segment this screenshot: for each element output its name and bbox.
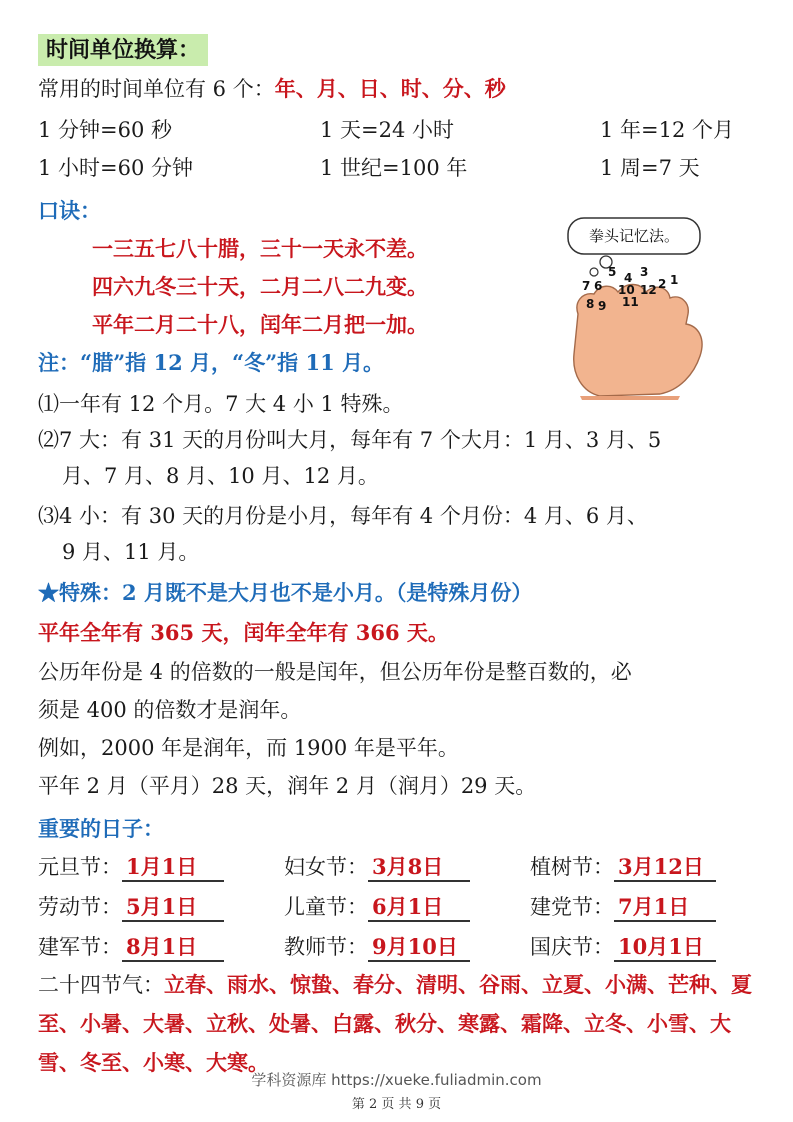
wrist-shape — [580, 396, 680, 400]
poem-line-1: 一三五七八十腊，三十一天永不差。 — [92, 236, 428, 261]
holiday-name: 儿童节： — [284, 895, 368, 919]
conversion-year: 1 年=12 个月 — [600, 118, 735, 142]
holiday-name: 妇女节： — [284, 855, 368, 879]
page-number: 第 2 页 共 9 页 — [351, 1097, 442, 1112]
holiday-name: 建党节： — [530, 895, 614, 919]
leap-days-line: 平年全年有 365 天，闰年全年有 366 天。 — [38, 620, 449, 645]
knuckle-number: 4 — [624, 271, 633, 285]
note-line: 注：“腊”指 12 月，“冬”指 11 月。 — [38, 350, 385, 375]
knuckle-number: 11 — [622, 295, 639, 309]
poem-line-2: 四六九冬三十天，二月二八二九变。 — [92, 274, 428, 299]
koujue-label: 口诀： — [38, 198, 101, 223]
knuckle-number: 6 — [594, 279, 603, 293]
units-prefix: 常用的时间单位有 6 个： — [38, 77, 275, 101]
solar-terms-label: 二十四节气： — [38, 973, 164, 997]
point-3-cont: 9 月、11 月。 — [62, 540, 200, 564]
holiday-item — [530, 894, 716, 922]
holiday-name: 教师节： — [284, 935, 368, 959]
units-list: 年、月、日、时、分、秒 — [274, 76, 506, 101]
footer-watermark: 学科资源库 https://xueke.fuliadmin.com — [251, 1071, 542, 1089]
leap-rule-1: 公历年份是 4 的倍数的一般是闰年，但公历年份是整百数的，必 — [38, 660, 632, 684]
holiday-date: 3月12日 — [614, 854, 716, 882]
holiday-item — [530, 934, 716, 962]
feb-line: 平年 2 月（平月）28 天，润年 2 月（润月）29 天。 — [38, 774, 537, 798]
fist-caption: 拳头记忆法。 — [588, 227, 680, 245]
bubble-dot — [590, 268, 598, 276]
holiday-name: 劳动节： — [38, 895, 122, 919]
holiday-name: 建军节： — [38, 935, 122, 959]
holiday-date: 10月1日 — [614, 934, 716, 962]
holiday-date: 6月1日 — [368, 894, 470, 922]
holiday-item — [38, 934, 224, 962]
knuckle-number: 3 — [640, 265, 649, 279]
important-days-label: 重要的日子： — [38, 816, 164, 841]
knuckle-number: 9 — [598, 299, 607, 313]
point-2: ⑵7 大：有 31 天的月份叫大月，每年有 7 个大月：1 月、3 月、5 — [38, 428, 662, 452]
special-line: ★特殊：2 月既不是大月也不是小月。（是特殊月份） — [38, 580, 533, 605]
holiday-item — [284, 854, 470, 882]
solar-terms-list: 立春、雨水、惊蛰、春分、清明、谷雨、立夏、小满、芒种、夏至、小暑、大暑、立秋、处暑、白露、秋分、寒露、霜降、立冬、小雪、大雪、冬至、小寒、大寒。 — [38, 972, 752, 1075]
knuckle-number: 8 — [586, 297, 595, 311]
conversion-day: 1 天=24 小时 — [320, 118, 455, 142]
holiday-date: 1月1日 — [122, 854, 224, 882]
conversion-minute: 1 分钟=60 秒 — [38, 118, 173, 142]
holiday-name: 国庆节： — [530, 935, 614, 959]
holiday-item — [284, 894, 470, 922]
units-line — [38, 76, 506, 102]
section-title: 时间单位换算： — [38, 34, 208, 66]
holiday-date: 3月8日 — [368, 854, 470, 882]
example-line: 例如，2000 年是润年，而 1900 年是平年。 — [38, 736, 459, 760]
knuckle-number: 1 — [670, 273, 679, 287]
fist-illustration — [560, 214, 712, 400]
point-1: ⑴一年有 12 个月。7 大 4 小 1 特殊。 — [38, 392, 404, 416]
conversion-week: 1 周=7 天 — [600, 156, 700, 180]
knuckle-number: 7 — [582, 279, 591, 293]
holiday-date: 5月1日 — [122, 894, 224, 922]
knuckle-number: 5 — [608, 265, 617, 279]
conversion-century: 1 世纪=100 年 — [320, 156, 468, 180]
holiday-date: 7月1日 — [614, 894, 716, 922]
poem-line-3: 平年二月二十八，闰年二月把一加。 — [92, 312, 428, 337]
knuckle-number: 2 — [658, 277, 667, 291]
conversion-hour: 1 小时=60 分钟 — [38, 156, 194, 180]
holiday-item — [38, 894, 224, 922]
holiday-item — [530, 854, 716, 882]
solar-terms-block — [38, 966, 760, 1083]
holiday-item — [284, 934, 470, 962]
point-2-cont: 月、7 月、8 月、10 月、12 月。 — [62, 464, 379, 488]
holiday-date: 8月1日 — [122, 934, 224, 962]
leap-rule-2: 须是 400 的倍数才是润年。 — [38, 698, 302, 722]
holiday-name: 元旦节： — [38, 855, 122, 879]
point-3: ⑶4 小：有 30 天的月份是小月，每年有 4 个月份：4 月、6 月、 — [38, 504, 648, 528]
holiday-item — [38, 854, 224, 882]
holiday-date: 9月10日 — [368, 934, 470, 962]
knuckle-number: 10 — [618, 283, 635, 297]
knuckle-number: 12 — [640, 283, 657, 297]
holiday-name: 植树节： — [530, 855, 614, 879]
